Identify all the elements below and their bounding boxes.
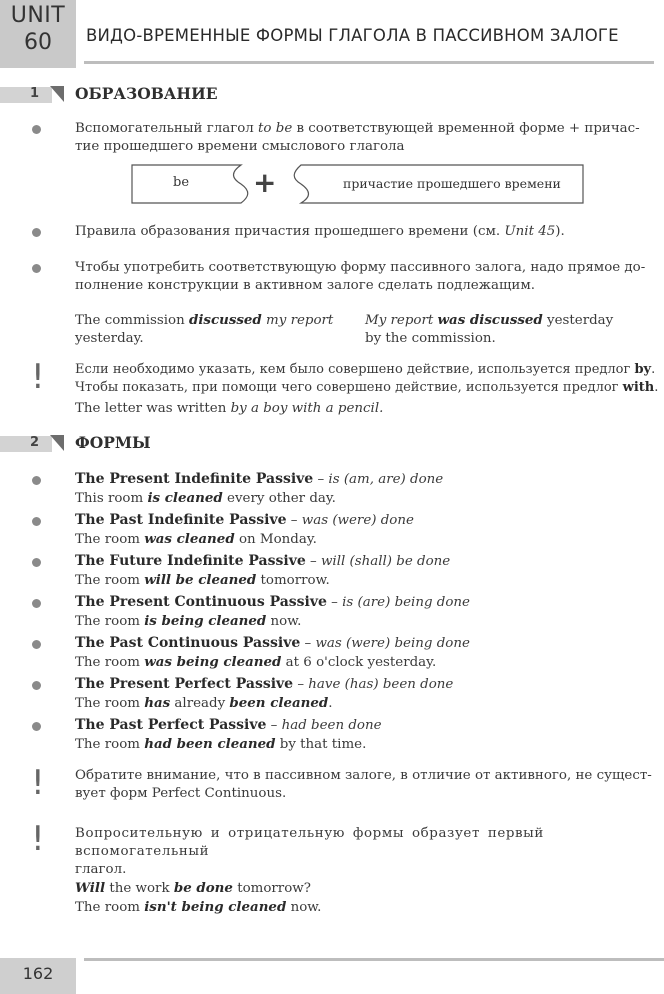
page-title: ВИДО-ВРЕМЕННЫЕ ФОРМЫ ГЛАГОЛА В ПАССИВНОМ ЗАЛОГЕ [86, 26, 619, 45]
section-title: ОБРАЗОВАНИЕ [75, 84, 218, 103]
form-formula: have (has) been done [308, 677, 454, 692]
emphasis: be done [173, 880, 233, 896]
section-bar [0, 436, 52, 452]
form-item [75, 593, 635, 631]
text: at 6 o'clock yesterday. [281, 655, 437, 670]
text: on Monday. [234, 532, 317, 547]
text: the work [105, 881, 174, 896]
form-formula: is (are) being done [342, 595, 470, 610]
section-bar [0, 87, 52, 103]
bullet-icon [32, 558, 41, 567]
form-name: The Future Indefinite Passive [75, 553, 306, 569]
text: . [651, 362, 656, 377]
unit-label: UNIT [10, 3, 66, 28]
note-no-perfect-continuous [75, 767, 660, 803]
dash: – [286, 513, 302, 528]
section-number: 1 [30, 86, 40, 101]
text: Чтобы употребить соответствующую форму пассивного залога, надо прямое до- [75, 260, 646, 275]
italic-term: to be [258, 121, 293, 136]
page-number: 162 [0, 958, 76, 994]
text: ). [555, 224, 565, 239]
dash: – [293, 677, 309, 692]
title-divider [84, 61, 654, 64]
paragraph-participle-rules [75, 223, 565, 241]
italic-phrase: by a boy with a pencil. [230, 401, 384, 416]
form-formula: was (were) done [301, 513, 414, 528]
form-item [75, 716, 635, 754]
text: This room [75, 491, 148, 506]
paragraph-object-subject [75, 259, 655, 295]
text: . [328, 696, 333, 711]
dash: – [313, 472, 329, 487]
note-by-with [75, 361, 664, 397]
text: my report [261, 313, 334, 328]
emphasis: was cleaned [144, 531, 235, 547]
exclamation-icon: ! [31, 763, 45, 803]
emphasis: was discussed [437, 312, 543, 328]
emphasis: is being cleaned [144, 613, 267, 629]
text: now. [286, 900, 322, 915]
text: вует форм Perfect Continuous. [75, 786, 287, 801]
text: The letter was written [75, 401, 231, 416]
section-2-heading [0, 433, 240, 455]
bullet-icon [32, 599, 41, 608]
emphasis: is cleaned [147, 490, 223, 506]
example-passive [365, 311, 645, 348]
text: The room [75, 573, 145, 588]
text: by the commission. [365, 331, 496, 346]
plus-icon: + [253, 166, 277, 199]
text: тие прошедшего времени смыслового глагола [75, 139, 405, 154]
text: The room [75, 532, 145, 547]
text: The room [75, 900, 145, 915]
emphasis: had been cleaned [144, 736, 276, 752]
formula-be: be [173, 175, 190, 190]
bullet-icon [32, 681, 41, 690]
form-item [75, 675, 635, 713]
dash: – [300, 636, 316, 651]
footer-divider [84, 958, 664, 961]
form-formula: will (shall) be done [320, 554, 451, 569]
formula-diagram [131, 164, 585, 204]
text: every other day. [222, 491, 336, 506]
text: yesterday [542, 313, 614, 328]
text: глагол. [75, 862, 127, 877]
emphasis: with [622, 380, 655, 395]
text: Вспомогательный глагол [75, 121, 259, 136]
text: полнение конструкции в активном залоге сделать подлежащим. [75, 278, 536, 293]
form-formula: is (am, are) done [328, 472, 444, 487]
form-item [75, 552, 635, 590]
unit-reference: Unit 45 [504, 224, 556, 239]
emphasis: has [144, 695, 171, 711]
dash: – [305, 554, 321, 569]
form-formula: had been done [281, 718, 382, 733]
section-title: ФОРМЫ [75, 433, 151, 452]
text: by that time. [275, 737, 367, 752]
text: The room [75, 737, 145, 752]
section-triangle-icon [50, 86, 64, 102]
form-item [75, 470, 635, 508]
formula-left-box [132, 165, 248, 203]
form-name: The Past Continuous Passive [75, 635, 301, 651]
form-formula: was (were) being done [315, 636, 470, 651]
text: now. [266, 614, 302, 629]
bullet-icon [32, 125, 41, 134]
dash: – [266, 718, 282, 733]
text: The commission [75, 313, 189, 328]
text: tomorrow. [256, 573, 330, 588]
form-name: The Present Continuous Passive [75, 594, 327, 610]
text: Чтобы показать, при помощи чего совершено действие, используется предлог [75, 380, 623, 395]
exclamation-icon: ! [31, 819, 45, 859]
note-questions-negatives [75, 825, 660, 917]
bullet-icon [32, 722, 41, 731]
text: already [170, 696, 230, 711]
text: The room [75, 614, 145, 629]
exclamation-icon: ! [31, 357, 45, 397]
text: Вопросительную и отрицательную формы образует первый вспомогательный [75, 826, 544, 859]
text: yesterday. [75, 331, 144, 346]
text: Правила образования причастия прошедшего времени (см. [75, 224, 505, 239]
text: tomorrow? [232, 881, 311, 896]
form-name: The Present Perfect Passive [75, 676, 294, 692]
emphasis: discussed [188, 312, 262, 328]
emphasis: was being cleaned [144, 654, 282, 670]
bullet-icon [32, 264, 41, 273]
paragraph-formation [75, 120, 645, 156]
text: The room [75, 696, 145, 711]
unit-number: 60 [24, 30, 52, 55]
text: . [654, 380, 659, 395]
text: The room [75, 655, 145, 670]
form-name: The Past Perfect Passive [75, 717, 267, 733]
bullet-icon [32, 476, 41, 485]
dash: – [326, 595, 343, 610]
text: Если необходимо указать, кем было совершено действие, используется предлог [75, 362, 635, 377]
emphasis: by [634, 362, 652, 377]
emphasis: been cleaned [229, 695, 329, 711]
formula-participle: причастие прошедшего времени [343, 176, 561, 191]
emphasis: Will [75, 880, 106, 896]
section-number: 2 [30, 435, 40, 450]
form-name: The Past Indefinite Passive [75, 512, 287, 528]
bullet-icon [32, 640, 41, 649]
unit-badge [0, 0, 76, 68]
form-item [75, 511, 635, 549]
emphasis: isn't being cleaned [144, 899, 287, 915]
section-triangle-icon [50, 435, 64, 451]
text: в соответствующей временной форме + причас- [292, 121, 640, 136]
emphasis: will be cleaned [144, 572, 257, 588]
note-example [75, 400, 383, 418]
text: Обратите внимание, что в пассивном залоге, в отличие от активного, не сущест- [75, 768, 652, 783]
form-name: The Present Indefinite Passive [75, 471, 314, 487]
text: My report [365, 313, 438, 328]
section-1-heading [0, 84, 240, 106]
bullet-icon [32, 517, 41, 526]
form-item [75, 634, 635, 672]
example-active [75, 311, 355, 348]
bullet-icon [32, 228, 41, 237]
